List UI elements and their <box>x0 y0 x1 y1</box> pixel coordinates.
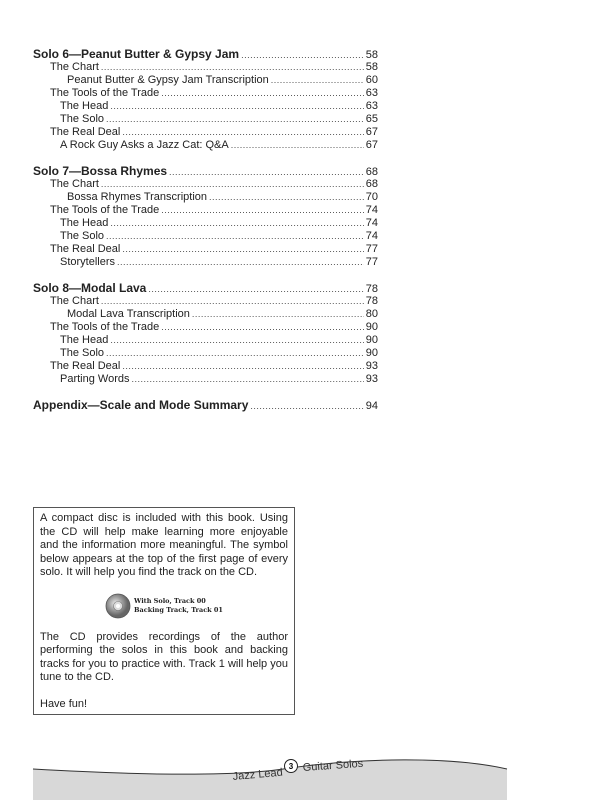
toc-entry-title: Bossa Rhymes Transcription <box>67 191 207 203</box>
toc-entry-title: The Real Deal <box>50 360 121 372</box>
toc-page-number: 90 <box>365 321 378 333</box>
toc-entry-title: The Solo <box>60 113 105 125</box>
dot-leader <box>101 178 364 191</box>
cd-track-solo: With Solo, Track 00 <box>134 596 206 605</box>
cd-closing-text: Have fun! <box>40 697 88 710</box>
toc-page-number: 90 <box>365 334 378 346</box>
dot-leader <box>101 295 364 308</box>
dot-leader <box>192 308 364 321</box>
toc-page-number: 93 <box>365 373 378 385</box>
dot-leader <box>161 204 363 217</box>
toc-entry <box>33 308 378 321</box>
toc-entry-title: Modal Lava Transcription <box>67 308 190 320</box>
toc-entry <box>33 100 378 113</box>
dot-leader <box>231 139 364 152</box>
toc-entry-title: The Solo <box>60 230 105 242</box>
dot-leader <box>122 360 363 373</box>
toc-entry <box>33 204 378 217</box>
toc-entry-title: Peanut Butter & Gypsy Jam Transcription <box>67 74 269 86</box>
toc-page-number: 63 <box>365 87 378 99</box>
toc-chapter-entry <box>33 48 378 61</box>
toc-entry <box>33 295 378 308</box>
toc-entry-title: The Solo <box>60 347 105 359</box>
page-number: 3 <box>288 762 294 771</box>
toc-entry-title: Appendix—Scale and Mode Summary <box>33 398 249 412</box>
toc-page-number: 58 <box>365 49 378 61</box>
toc-entry <box>33 113 378 126</box>
dot-leader <box>161 87 363 100</box>
toc-entry-title: The Tools of the Trade <box>50 204 160 216</box>
table-of-contents <box>33 48 378 412</box>
toc-entry <box>33 230 378 243</box>
toc-entry-title: Solo 6—Peanut Butter & Gypsy Jam <box>33 47 240 61</box>
cd-track-backing: Backing Track, Track 01 <box>134 605 223 614</box>
dot-leader <box>117 256 364 269</box>
toc-page-number: 78 <box>365 295 378 307</box>
toc-entry-title: Solo 8—Modal Lava <box>33 281 147 295</box>
toc-entry-title: Parting Words <box>60 373 130 385</box>
toc-page-number: 74 <box>365 230 378 242</box>
toc-chapter-entry <box>33 165 378 178</box>
toc-entry-title: The Head <box>60 217 109 229</box>
dot-leader <box>106 347 364 360</box>
cd-info-box <box>33 507 295 715</box>
toc-entry <box>33 126 378 139</box>
toc-page-number: 63 <box>365 100 378 112</box>
footer-wave <box>0 740 600 800</box>
dot-leader <box>132 373 364 386</box>
toc-entry-title: Storytellers <box>60 256 116 268</box>
toc-entry-title: The Head <box>60 334 109 346</box>
toc-entry-title: The Chart <box>50 178 99 190</box>
page-footer <box>0 740 600 800</box>
toc-entry <box>33 256 378 269</box>
toc-entry-title: A Rock Guy Asks a Jazz Cat: Q&A <box>60 139 229 151</box>
toc-entry-title: The Head <box>60 100 109 112</box>
toc-entry <box>33 61 378 74</box>
toc-entry-title: The Tools of the Trade <box>50 321 160 333</box>
toc-entry <box>33 243 378 256</box>
toc-page-number: 70 <box>365 191 378 203</box>
toc-page-number: 67 <box>365 139 378 151</box>
toc-page-number: 65 <box>365 113 378 125</box>
dot-leader <box>106 113 364 126</box>
toc-entry-title: The Chart <box>50 295 99 307</box>
footer-book-title-left: Jazz Lead <box>232 766 284 783</box>
cd-symbol <box>40 593 288 619</box>
toc-page-number: 58 <box>365 61 378 73</box>
toc-page-number: 93 <box>365 360 378 372</box>
cd-intro-text: A compact disc is included with this book. Using the CD will help make learning more enjoyable and the information more meaningful. The symbol below appears at the top of the first page of every solo. It will help you find the track on the CD. <box>40 512 288 578</box>
toc-page-number: 90 <box>365 347 378 359</box>
toc-entry <box>33 178 378 191</box>
cd-icon <box>105 593 131 619</box>
cd-body-text: The CD provides recordings of the author performing the solos in this book and backing tracks for you to practice with. Track 1 will help you tune to the CD. <box>40 630 288 683</box>
toc-page-number: 74 <box>365 204 378 216</box>
dot-leader <box>122 126 363 139</box>
toc-entry <box>33 373 378 386</box>
toc-entry-title: Solo 7—Bossa Rhymes <box>33 164 168 178</box>
toc-entry-title: The Chart <box>50 61 99 73</box>
footer-book-title-right: Guitar Solos <box>302 757 364 774</box>
dot-leader <box>110 100 363 113</box>
toc-page-number: 77 <box>365 256 378 268</box>
dot-leader <box>209 191 364 204</box>
toc-page-number: 94 <box>365 400 378 412</box>
toc-page-number: 68 <box>365 166 378 178</box>
toc-entry <box>33 74 378 87</box>
toc-page-number: 77 <box>365 243 378 255</box>
toc-entry <box>33 87 378 100</box>
toc-entry <box>33 360 378 373</box>
toc-entry <box>33 334 378 347</box>
dot-leader <box>101 61 364 74</box>
toc-entry <box>33 347 378 360</box>
toc-page-number: 68 <box>365 178 378 190</box>
dot-leader <box>271 74 364 87</box>
toc-chapter-entry <box>33 399 378 412</box>
dot-leader <box>161 321 363 334</box>
toc-page-number: 67 <box>365 126 378 138</box>
toc-page-number: 60 <box>365 74 378 86</box>
toc-page-number: 80 <box>365 308 378 320</box>
toc-entry <box>33 217 378 230</box>
dot-leader <box>110 217 363 230</box>
toc-entry-title: The Tools of the Trade <box>50 87 160 99</box>
toc-entry <box>33 321 378 334</box>
dot-leader <box>106 230 364 243</box>
dot-leader <box>122 243 363 256</box>
toc-page-number: 74 <box>365 217 378 229</box>
toc-entry-title: The Real Deal <box>50 243 121 255</box>
toc-page-number: 78 <box>365 283 378 295</box>
dot-leader <box>110 334 363 347</box>
toc-entry <box>33 191 378 204</box>
toc-entry-title: The Real Deal <box>50 126 121 138</box>
dot-leader <box>250 400 363 413</box>
toc-entry <box>33 139 378 152</box>
toc-chapter-entry <box>33 282 378 295</box>
